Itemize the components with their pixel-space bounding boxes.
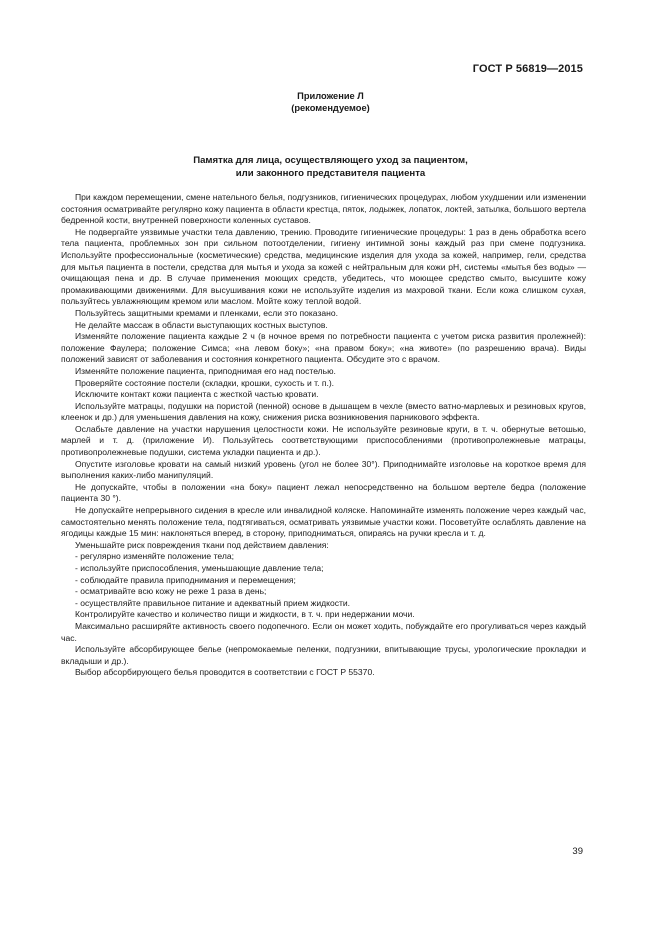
list-item: - соблюдайте правила приподнимания и перемещения; bbox=[75, 574, 296, 585]
title-line-1: Памятка для лица, осуществляющего уход за пациентом, bbox=[193, 155, 468, 166]
appendix-heading bbox=[0, 90, 661, 114]
paragraph: Уменьшайте риск повреждения ткани под действием давления: bbox=[75, 539, 329, 550]
paragraph: Не делайте массаж в области выступающих костных выступов. bbox=[75, 319, 328, 330]
paragraph: Не допускайте, чтобы в положении «на боку» пациент лежал непосредственно на большом вертеле бедра (положение пациента 30 °). bbox=[61, 481, 586, 504]
paragraph: Опустите изголовье кровати на самый низкий уровень (угол не более 30°). Приподнимайте изголовье на короткое время для выполнения каких-либо манипуляций. bbox=[61, 458, 586, 481]
paragraph: Ослабьте давление на участки нарушения целостности кожи. Не используйте резиновые круги, в т. ч. обернутые ветошью, марлей и т. д. (приложение И). Пользуйтесь соответствующими приспособлениями (противопролежневые матрацы, противопролежневые подушки, система укладки пациента и др.). bbox=[61, 423, 586, 458]
paragraph: Максимально расширяйте активность своего подопечного. Если он может ходить, побуждайте его прогуливаться через каждый час. bbox=[61, 620, 586, 643]
list-item: - используйте приспособления, уменьшающие давление тела; bbox=[75, 563, 324, 573]
list-item: - осматривайте всю кожу не реже 1 раза в день; bbox=[75, 586, 267, 597]
paragraph: Используйте абсорбирующее белье (непромокаемые пеленки, подгузники, впитывающие трусы, урологические прокладки и вкладыши и др.). bbox=[61, 644, 586, 666]
standard-number: ГОСТ Р 56819—2015 bbox=[472, 63, 583, 75]
document-title bbox=[0, 155, 661, 180]
list-item: - регулярно изменяйте положение тела; bbox=[75, 551, 234, 562]
page-number: 39 bbox=[572, 846, 583, 857]
paragraph: Используйте матрацы, подушки на пористой (пенной) основе в дышащем в чехле (вместо ватно-марлевых и резиновых кругов, клеенок и др.) для уменьшения давления на кожу, снижения риска возникновения парникового эффекта. bbox=[61, 400, 586, 423]
title-line-2: или законного представителя пациента bbox=[235, 167, 426, 179]
paragraph: Исключите контакт кожи пациента с жесткой частью кровати. bbox=[75, 389, 319, 400]
appendix-status: (рекомендуемое) bbox=[291, 103, 370, 113]
paragraph: Контролируйте качество и количество пищи и жидкости, в т. ч. при недержании мочи. bbox=[75, 609, 415, 620]
paragraph: Выбор абсорбирующего белья проводится в соответствии с ГОСТ Р 55370. bbox=[75, 667, 375, 678]
body-text bbox=[61, 192, 586, 679]
paragraph: Изменяйте положение пациента, приподнимая его над постелью. bbox=[75, 365, 336, 376]
paragraph: Пользуйтесь защитными кремами и пленками, если это показано. bbox=[75, 307, 338, 318]
paragraph: Изменяйте положение пациента каждые 2 ч (в ночное время по потребности пациента с учетом риска развития пролежней): положение Фаулера; положение Симса; «на левом боку»; «на правом боку»; «на животе» (по разрешению врача). Виды положений зависят от заболевания и состояния конкретного пациента. Обсудите это с врачом. bbox=[61, 331, 586, 365]
paragraph: Не подвергайте уязвимые участки тела давлению, трению. Проводите гигиенические процедуры: 1 раз в день обработка всего тела пациента, проблемных зон при сильном потоотделении, гигиену интимной зоны каждый раз при смене подгузника. Используйте профессиональные (косметические) средства, медицинские изделия для ухода за кожей, например, гели, средства для мытья пациента в постели, средства для мытья и ухода за кожей с нейтральным для кожи pH, системы «мытья без воды» — очищающая пена и др. В случае применения моющих средств, убедитесь, что моющее средство смыто, высушите кожу промакивающими движениями. Для высушивания кожи не используйте изделия из махровой ткани. Если кожа слишком сухая, пользуйтесь увлажняющим кремом или маслом. Мойте кожу теплой водой. bbox=[61, 226, 586, 307]
appendix-name: Приложение Л bbox=[297, 91, 364, 101]
paragraph: Проверяйте состояние постели (складки, крошки, сухость и т. п.). bbox=[75, 377, 335, 388]
paragraph: Не допускайте непрерывного сидения в кресле или инвалидной коляске. Напоминайте изменять положение через каждый час, самостоятельно менять положение тела, подтягиваться, осматривать уязвимые участки кожи. Посоветуйте ослаблять давление на ягодицы каждые 15 мин: наклоняться вперед, в сторону, приподниматься, опираясь на ручки кресла и т. д. bbox=[61, 505, 586, 539]
list-item: - осуществляйте правильное питание и адекватный прием жидкости. bbox=[75, 597, 351, 608]
paragraph: При каждом перемещении, смене нательного белья, подгузников, гигиенических процедурах, любом ухудшении или изменении состояния осматривайте регулярно кожу пациента в области крестца, пяток, лодыжек, лопаток, локтей, затылка, большого вертела бедренной кости, внутренней поверхности коленных суставов. bbox=[61, 192, 586, 226]
